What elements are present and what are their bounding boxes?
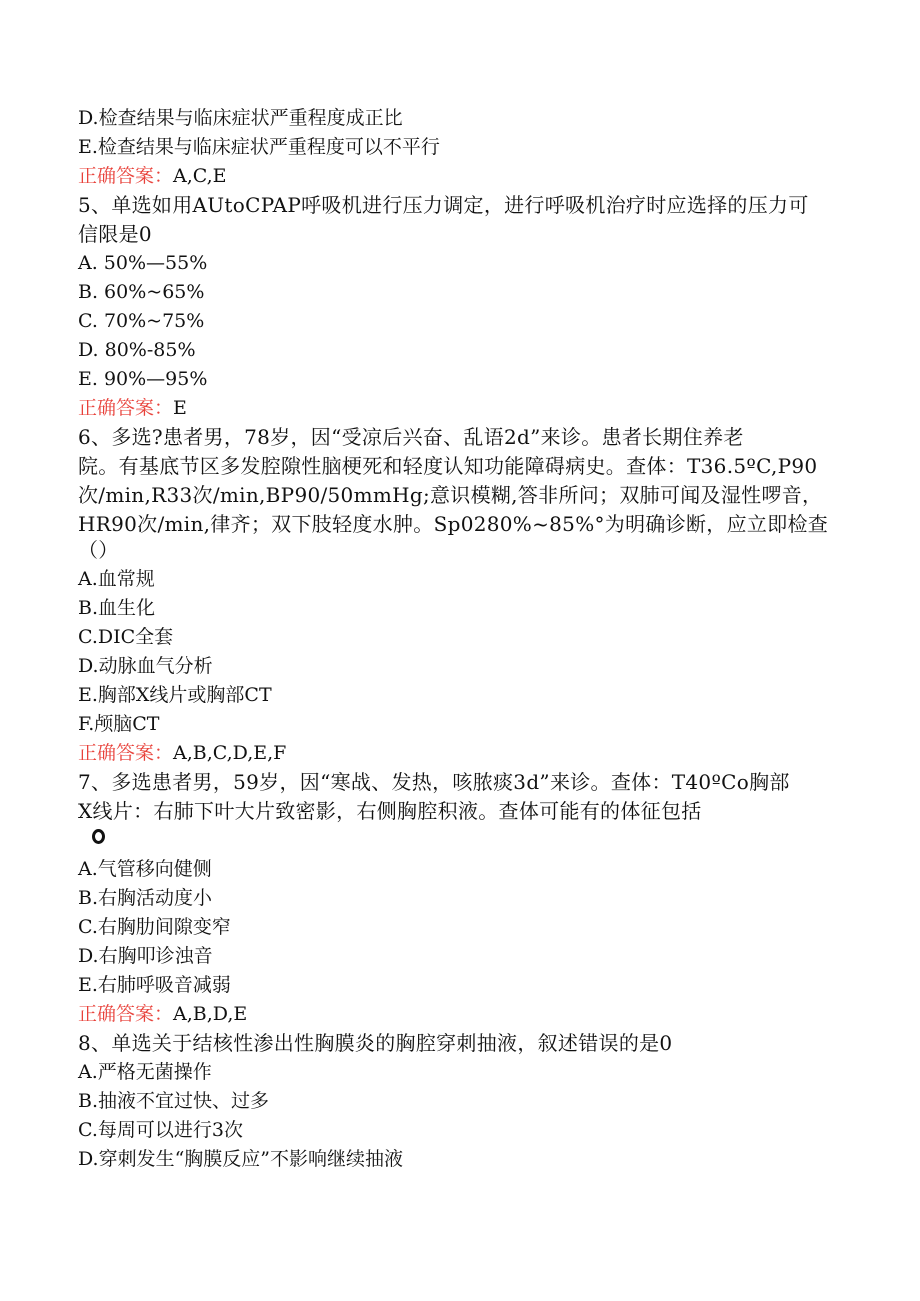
q6-option-e: E.胸部X线片或胸部CT <box>78 684 272 706</box>
answer-value: A,B,D,E <box>173 1003 248 1025</box>
q4-option-e: E.检查结果与临床症状严重程度可以不平行 <box>78 136 440 158</box>
answer-value: A,B,C,D,E,F <box>173 742 287 764</box>
blank-circle-icon <box>92 829 105 844</box>
answer-label: 正确答案： <box>78 742 174 764</box>
q5-answer <box>78 396 187 420</box>
q5-option-e: E. 90%—95% <box>78 368 208 390</box>
q6-stem-line-5: （） <box>78 538 119 562</box>
q6-option-f: F.颅脑CT <box>78 713 160 735</box>
q5-option-c: C. 70%~75% <box>78 310 205 332</box>
q8-stem-line-1: 8、单选关于结核性渗出性胸膜炎的胸腔穿刺抽液，叙述错误的是0 <box>78 1031 673 1055</box>
q6-stem-line-4: HR90次/min,律齐；双下肢轻度水肿。Sp0280%~85%°为明确诊断，应立即检查 <box>78 512 829 536</box>
q8-option-a: A.严格无菌操作 <box>78 1061 212 1083</box>
q6-stem-line-3: 次/min,R33次/min,BP90/50mmHg;意识模糊,答非所问；双肺可闻及湿性啰音， <box>78 483 823 507</box>
answer-label: 正确答案： <box>78 1003 174 1025</box>
q8-option-c: C.每周可以进行3次 <box>78 1119 243 1141</box>
answer-label: 正确答案： <box>78 165 174 187</box>
q5-option-d: D. 80%-85% <box>78 339 196 361</box>
q6-answer <box>78 741 286 765</box>
answer-value: E <box>173 397 187 419</box>
answer-value: A,C,E <box>173 165 227 187</box>
q4-answer <box>78 164 227 188</box>
q8-option-b: B.抽液不宜过快、过多 <box>78 1090 270 1112</box>
q7-option-c: C.右胸肋间隙变窄 <box>78 916 231 938</box>
q7-stem-line-2: X线片：右肺下叶大片致密影，右侧胸腔积液。查体可能有的体征包括 <box>78 799 702 823</box>
q7-answer <box>78 1002 247 1026</box>
q6-stem-line-1: 6、多选?患者男，78岁，因“受凉后兴奋、乱语2d”来诊。患者长期住养老 <box>78 425 744 449</box>
q5-option-a: A. 50%—55% <box>78 252 208 274</box>
q7-option-e: E.右肺呼吸音减弱 <box>78 974 231 996</box>
answer-label: 正确答案： <box>78 397 174 419</box>
q8-option-d: D.穿刺发生“胸膜反应”不影响继续抽液 <box>78 1148 404 1170</box>
q7-option-d: D.右胸叩诊浊音 <box>78 945 213 967</box>
q6-option-b: B.血生化 <box>78 597 156 619</box>
q5-stem-line-1: 5、单选如用AUtoCPAP呼吸机进行压力调定，进行呼吸机治疗时应选择的压力可 <box>78 193 809 217</box>
q6-option-a: A.血常规 <box>78 568 155 590</box>
q7-option-b: B.右胸活动度小 <box>78 887 213 909</box>
q7-option-a: A.气管移向健侧 <box>78 858 212 880</box>
q4-option-d: D.检查结果与临床症状严重程度成正比 <box>78 107 403 129</box>
q7-stem-line-1: 7、多选患者男，59岁，因“寒战、发热，咳脓痰3d”来诊。查体：T40ºCo胸部 <box>78 770 790 794</box>
q6-option-c: C.DIC全套 <box>78 626 174 648</box>
q5-option-b: B. 60%~65% <box>78 281 205 303</box>
q5-stem-line-2: 信限是0 <box>78 222 152 246</box>
q6-stem-line-2: 院。有基底节区多发腔隙性脑梗死和轻度认知功能障碍病史。查体：T36.5ºC,P90 <box>78 454 818 478</box>
q6-option-d: D.动脉血气分析 <box>78 655 213 677</box>
